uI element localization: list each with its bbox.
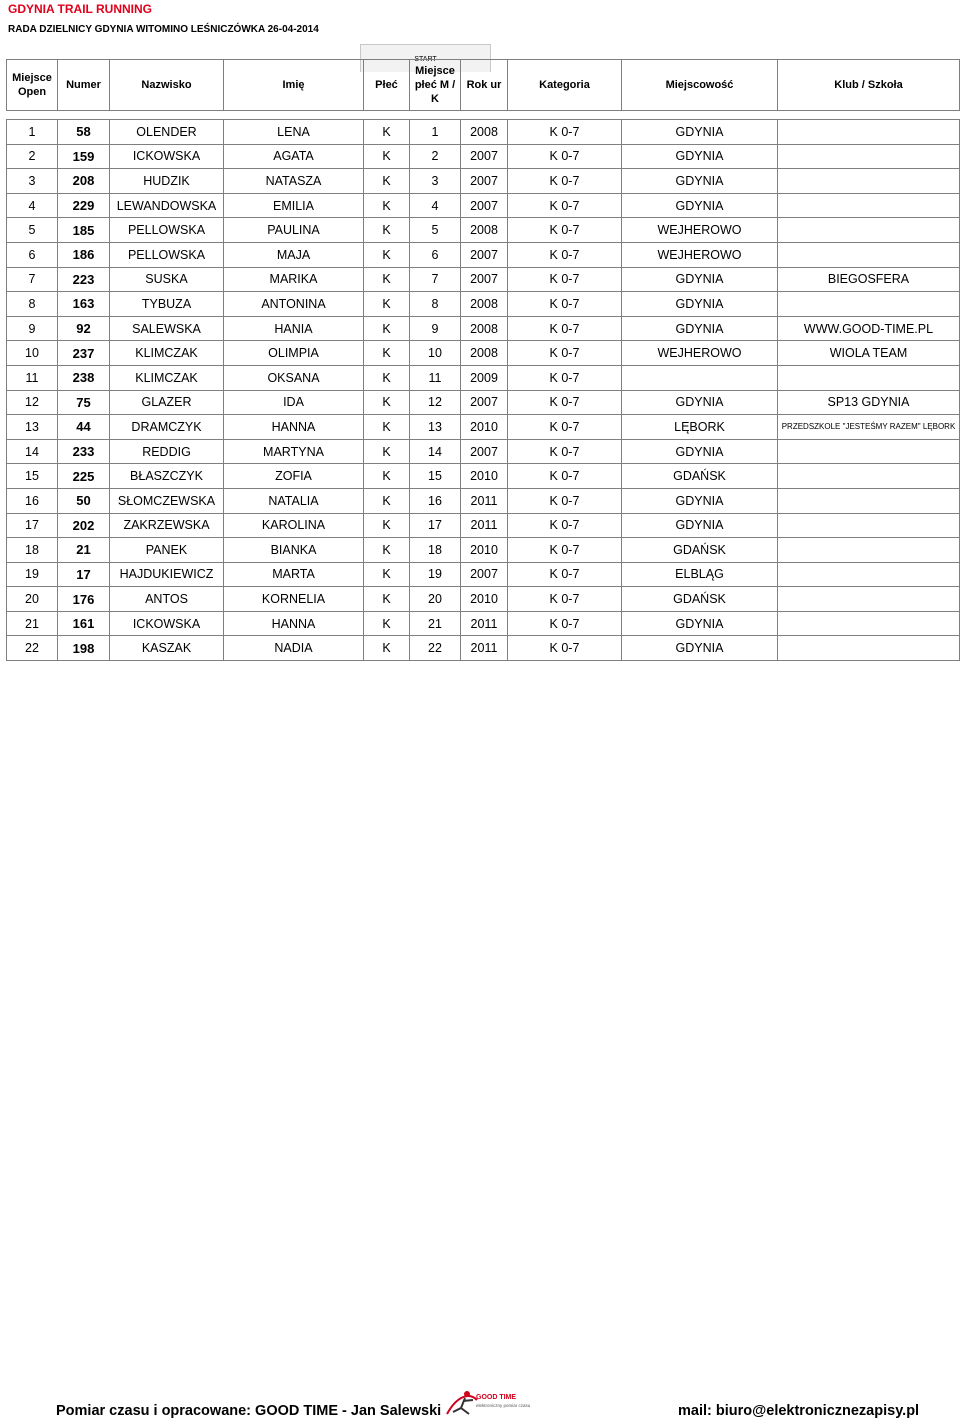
cell-gender: K <box>364 415 410 440</box>
cell-place-gender: 11 <box>410 365 461 390</box>
cell-club <box>778 611 960 636</box>
cell-club: WWW.GOOD-TIME.PL <box>778 316 960 341</box>
cell-bib-number: 225 <box>58 464 110 489</box>
cell-place-open: 14 <box>7 439 58 464</box>
cell-birth-year: 2007 <box>461 390 508 415</box>
column-header-surname: Nazwisko <box>110 60 224 111</box>
cell-surname: KLIMCZAK <box>110 365 224 390</box>
cell-city: GDYNIA <box>622 169 778 194</box>
cell-birth-year: 2010 <box>461 538 508 563</box>
cell-city: GDYNIA <box>622 292 778 317</box>
cell-category: K 0-7 <box>508 636 622 661</box>
cell-gender: K <box>364 513 410 538</box>
cell-first-name: IDA <box>224 390 364 415</box>
cell-gender: K <box>364 144 410 169</box>
cell-bib-number: 21 <box>58 538 110 563</box>
cell-bib-number: 92 <box>58 316 110 341</box>
cell-birth-year: 2007 <box>461 439 508 464</box>
cell-birth-year: 2007 <box>461 144 508 169</box>
cell-category: K 0-7 <box>508 144 622 169</box>
cell-gender: K <box>364 439 410 464</box>
cell-city: WEJHEROWO <box>622 218 778 243</box>
cell-category: K 0-7 <box>508 218 622 243</box>
cell-place-open: 3 <box>7 169 58 194</box>
cell-club: WIOLA TEAM <box>778 341 960 366</box>
cell-city: LĘBORK <box>622 415 778 440</box>
cell-surname: GLAZER <box>110 390 224 415</box>
column-header-city: Miejscowość <box>622 60 778 111</box>
document-subtitle: RADA DZIELNICY GDYNIA WITOMINO LEŚNICZÓWKA 26-04-2014 <box>8 24 319 35</box>
cell-category: K 0-7 <box>508 439 622 464</box>
cell-club: BIEGOSFERA <box>778 267 960 292</box>
cell-city: GDYNIA <box>622 488 778 513</box>
cell-bib-number: 223 <box>58 267 110 292</box>
cell-first-name: LENA <box>224 120 364 145</box>
cell-place-gender: 13 <box>410 415 461 440</box>
cell-first-name: MARIKA <box>224 267 364 292</box>
column-header-club: Klub / Szkoła <box>778 60 960 111</box>
cell-bib-number: 176 <box>58 587 110 612</box>
cell-gender: K <box>364 488 410 513</box>
cell-category: K 0-7 <box>508 538 622 563</box>
cell-surname: ANTOS <box>110 587 224 612</box>
cell-surname: SŁOMCZEWSKA <box>110 488 224 513</box>
cell-club <box>778 144 960 169</box>
cell-gender: K <box>364 611 410 636</box>
cell-gender: K <box>364 341 410 366</box>
cell-place-gender: 9 <box>410 316 461 341</box>
table-row <box>7 120 960 145</box>
table-row <box>7 144 960 169</box>
cell-place-gender: 5 <box>410 218 461 243</box>
cell-surname: KASZAK <box>110 636 224 661</box>
cell-gender: K <box>364 562 410 587</box>
cell-place-gender: 14 <box>410 439 461 464</box>
column-header-first-name: Imię <box>224 60 364 111</box>
cell-surname: SALEWSKA <box>110 316 224 341</box>
cell-surname: PANEK <box>110 538 224 563</box>
table-row <box>7 292 960 317</box>
cell-first-name: OLIMPIA <box>224 341 364 366</box>
cell-surname: SUSKA <box>110 267 224 292</box>
cell-city: WEJHEROWO <box>622 242 778 267</box>
cell-club <box>778 488 960 513</box>
cell-surname: BŁASZCZYK <box>110 464 224 489</box>
footer-email[interactable]: mail: biuro@elektronicznezapisy.pl <box>678 1403 920 1419</box>
cell-club <box>778 218 960 243</box>
cell-birth-year: 2008 <box>461 218 508 243</box>
cell-club <box>778 169 960 194</box>
cell-gender: K <box>364 587 410 612</box>
cell-gender: K <box>364 267 410 292</box>
cell-bib-number: 238 <box>58 365 110 390</box>
cell-first-name: PAULINA <box>224 218 364 243</box>
cell-club <box>778 464 960 489</box>
cell-first-name: ANTONINA <box>224 292 364 317</box>
table-row <box>7 267 960 292</box>
cell-first-name: NADIA <box>224 636 364 661</box>
cell-first-name: MAJA <box>224 242 364 267</box>
cell-place-open: 2 <box>7 144 58 169</box>
cell-place-gender: 10 <box>410 341 461 366</box>
cell-category: K 0-7 <box>508 464 622 489</box>
cell-category: K 0-7 <box>508 292 622 317</box>
cell-gender: K <box>364 169 410 194</box>
cell-city: GDAŃSK <box>622 587 778 612</box>
cell-city: GDYNIA <box>622 120 778 145</box>
cell-birth-year: 2007 <box>461 169 508 194</box>
cell-club <box>778 193 960 218</box>
cell-club <box>778 636 960 661</box>
cell-first-name: NATALIA <box>224 488 364 513</box>
cell-place-gender: 21 <box>410 611 461 636</box>
cell-surname: ICKOWSKA <box>110 611 224 636</box>
cell-birth-year: 2008 <box>461 316 508 341</box>
cell-city: GDYNIA <box>622 267 778 292</box>
cell-club <box>778 242 960 267</box>
cell-city: GDYNIA <box>622 513 778 538</box>
cell-first-name: HANNA <box>224 611 364 636</box>
cell-place-open: 15 <box>7 464 58 489</box>
cell-place-open: 11 <box>7 365 58 390</box>
table-row <box>7 538 960 563</box>
cell-category: K 0-7 <box>508 390 622 415</box>
cell-birth-year: 2010 <box>461 415 508 440</box>
cell-birth-year: 2010 <box>461 464 508 489</box>
cell-bib-number: 58 <box>58 120 110 145</box>
cell-bib-number: 229 <box>58 193 110 218</box>
cell-place-open: 19 <box>7 562 58 587</box>
cell-place-open: 1 <box>7 120 58 145</box>
cell-gender: K <box>364 292 410 317</box>
cell-bib-number: 163 <box>58 292 110 317</box>
cell-category: K 0-7 <box>508 169 622 194</box>
cell-category: K 0-7 <box>508 341 622 366</box>
cell-gender: K <box>364 218 410 243</box>
cell-surname: LEWANDOWSKA <box>110 193 224 218</box>
column-header-gender: Płeć <box>364 60 410 111</box>
cell-place-open: 5 <box>7 218 58 243</box>
cell-category: K 0-7 <box>508 611 622 636</box>
column-header-birth-year: Rok ur <box>461 60 508 111</box>
cell-club <box>778 292 960 317</box>
table-row <box>7 488 960 513</box>
cell-city: GDYNIA <box>622 316 778 341</box>
cell-bib-number: 161 <box>58 611 110 636</box>
cell-gender: K <box>364 120 410 145</box>
cell-bib-number: 202 <box>58 513 110 538</box>
cell-gender: K <box>364 390 410 415</box>
cell-first-name: ZOFIA <box>224 464 364 489</box>
cell-bib-number: 237 <box>58 341 110 366</box>
table-row <box>7 218 960 243</box>
cell-gender: K <box>364 365 410 390</box>
cell-first-name: AGATA <box>224 144 364 169</box>
cell-birth-year: 2008 <box>461 120 508 145</box>
cell-surname: ZAKRZEWSKA <box>110 513 224 538</box>
cell-place-open: 9 <box>7 316 58 341</box>
cell-place-gender: 19 <box>410 562 461 587</box>
cell-bib-number: 208 <box>58 169 110 194</box>
cell-first-name: OKSANA <box>224 365 364 390</box>
cell-category: K 0-7 <box>508 316 622 341</box>
logo-text: GOOD TIME <box>476 1394 517 1401</box>
cell-city: GDYNIA <box>622 193 778 218</box>
cell-category: K 0-7 <box>508 267 622 292</box>
table-row <box>7 587 960 612</box>
cell-birth-year: 2010 <box>461 587 508 612</box>
cell-surname: DRAMCZYK <box>110 415 224 440</box>
cell-club: PRZEDSZKOLE "JESTEŚMY RAZEM" LĘBORK <box>778 415 960 440</box>
cell-club: SP13 GDYNIA <box>778 390 960 415</box>
cell-first-name: HANNA <box>224 415 364 440</box>
cell-category: K 0-7 <box>508 562 622 587</box>
footer-credits: Pomiar czasu i opracowane: GOOD TIME - Jan Salewski <box>56 1403 442 1419</box>
cell-first-name: HANIA <box>224 316 364 341</box>
table-row <box>7 242 960 267</box>
cell-birth-year: 2009 <box>461 365 508 390</box>
table-row <box>7 439 960 464</box>
cell-bib-number: 75 <box>58 390 110 415</box>
cell-city <box>622 365 778 390</box>
document-title: GDYNIA TRAIL RUNNING <box>8 2 152 16</box>
cell-surname: TYBUZA <box>110 292 224 317</box>
cell-place-gender: 8 <box>410 292 461 317</box>
cell-place-gender: 7 <box>410 267 461 292</box>
cell-club <box>778 120 960 145</box>
cell-gender: K <box>364 464 410 489</box>
cell-place-open: 20 <box>7 587 58 612</box>
cell-city: GDYNIA <box>622 390 778 415</box>
start-label: START <box>360 44 491 72</box>
cell-birth-year: 2007 <box>461 267 508 292</box>
cell-city: GDAŃSK <box>622 464 778 489</box>
cell-city: GDYNIA <box>622 144 778 169</box>
cell-gender: K <box>364 193 410 218</box>
table-header-row <box>7 60 960 111</box>
cell-surname: PELLOWSKA <box>110 242 224 267</box>
cell-category: K 0-7 <box>508 415 622 440</box>
cell-city: ELBLĄG <box>622 562 778 587</box>
cell-place-gender: 15 <box>410 464 461 489</box>
results-table <box>6 59 960 661</box>
cell-city: GDYNIA <box>622 439 778 464</box>
cell-birth-year: 2007 <box>461 242 508 267</box>
cell-category: K 0-7 <box>508 242 622 267</box>
table-row <box>7 169 960 194</box>
cell-club <box>778 538 960 563</box>
cell-place-open: 4 <box>7 193 58 218</box>
table-row <box>7 464 960 489</box>
cell-bib-number: 185 <box>58 218 110 243</box>
cell-place-open: 8 <box>7 292 58 317</box>
cell-place-gender: 22 <box>410 636 461 661</box>
cell-birth-year: 2011 <box>461 513 508 538</box>
cell-place-open: 13 <box>7 415 58 440</box>
cell-category: K 0-7 <box>508 193 622 218</box>
cell-place-gender: 2 <box>410 144 461 169</box>
cell-city: WEJHEROWO <box>622 341 778 366</box>
cell-surname: KLIMCZAK <box>110 341 224 366</box>
cell-birth-year: 2008 <box>461 292 508 317</box>
cell-first-name: EMILIA <box>224 193 364 218</box>
cell-bib-number: 17 <box>58 562 110 587</box>
cell-surname: REDDIG <box>110 439 224 464</box>
cell-category: K 0-7 <box>508 120 622 145</box>
table-row <box>7 611 960 636</box>
table-row <box>7 341 960 366</box>
cell-first-name: MARTA <box>224 562 364 587</box>
cell-birth-year: 2007 <box>461 193 508 218</box>
column-header-category: Kategoria <box>508 60 622 111</box>
cell-birth-year: 2008 <box>461 341 508 366</box>
cell-gender: K <box>364 538 410 563</box>
cell-category: K 0-7 <box>508 513 622 538</box>
cell-bib-number: 186 <box>58 242 110 267</box>
cell-bib-number: 233 <box>58 439 110 464</box>
cell-club <box>778 513 960 538</box>
column-header-place-gender: Miejsce płeć M / K <box>410 60 461 111</box>
cell-surname: ICKOWSKA <box>110 144 224 169</box>
cell-first-name: KORNELIA <box>224 587 364 612</box>
cell-place-gender: 6 <box>410 242 461 267</box>
cell-first-name: NATASZA <box>224 169 364 194</box>
table-row <box>7 390 960 415</box>
cell-first-name: BIANKA <box>224 538 364 563</box>
cell-place-gender: 4 <box>410 193 461 218</box>
cell-category: K 0-7 <box>508 587 622 612</box>
cell-club <box>778 439 960 464</box>
table-row <box>7 316 960 341</box>
cell-bib-number: 44 <box>58 415 110 440</box>
table-row <box>7 415 960 440</box>
cell-place-gender: 18 <box>410 538 461 563</box>
column-header-number: Numer <box>58 60 110 111</box>
cell-surname: HAJDUKIEWICZ <box>110 562 224 587</box>
cell-gender: K <box>364 242 410 267</box>
cell-place-open: 10 <box>7 341 58 366</box>
cell-place-gender: 1 <box>410 120 461 145</box>
table-row <box>7 365 960 390</box>
cell-bib-number: 198 <box>58 636 110 661</box>
cell-birth-year: 2011 <box>461 636 508 661</box>
header-spacer <box>7 111 960 120</box>
cell-gender: K <box>364 636 410 661</box>
cell-place-gender: 20 <box>410 587 461 612</box>
cell-place-open: 12 <box>7 390 58 415</box>
table-row <box>7 562 960 587</box>
cell-bib-number: 159 <box>58 144 110 169</box>
cell-first-name: MARTYNA <box>224 439 364 464</box>
cell-birth-year: 2011 <box>461 488 508 513</box>
cell-birth-year: 2007 <box>461 562 508 587</box>
cell-place-gender: 12 <box>410 390 461 415</box>
cell-birth-year: 2011 <box>461 611 508 636</box>
cell-club <box>778 587 960 612</box>
cell-place-open: 21 <box>7 611 58 636</box>
cell-category: K 0-7 <box>508 365 622 390</box>
cell-place-open: 22 <box>7 636 58 661</box>
cell-city: GDYNIA <box>622 611 778 636</box>
cell-surname: HUDZIK <box>110 169 224 194</box>
cell-surname: OLENDER <box>110 120 224 145</box>
cell-place-gender: 3 <box>410 169 461 194</box>
cell-first-name: KAROLINA <box>224 513 364 538</box>
cell-place-open: 16 <box>7 488 58 513</box>
cell-place-gender: 16 <box>410 488 461 513</box>
cell-category: K 0-7 <box>508 488 622 513</box>
table-row <box>7 193 960 218</box>
cell-place-open: 17 <box>7 513 58 538</box>
column-header-place-open: Miejsce Open <box>7 60 58 111</box>
cell-place-gender: 17 <box>410 513 461 538</box>
table-row <box>7 513 960 538</box>
cell-city: GDAŃSK <box>622 538 778 563</box>
cell-place-open: 7 <box>7 267 58 292</box>
cell-bib-number: 50 <box>58 488 110 513</box>
table-row <box>7 636 960 661</box>
cell-club <box>778 365 960 390</box>
cell-club <box>778 562 960 587</box>
cell-surname: PELLOWSKA <box>110 218 224 243</box>
cell-city: GDYNIA <box>622 636 778 661</box>
cell-place-open: 6 <box>7 242 58 267</box>
logo-subtext: elektroniczny pomiar czasu <box>476 1403 531 1408</box>
cell-gender: K <box>364 316 410 341</box>
cell-place-open: 18 <box>7 538 58 563</box>
